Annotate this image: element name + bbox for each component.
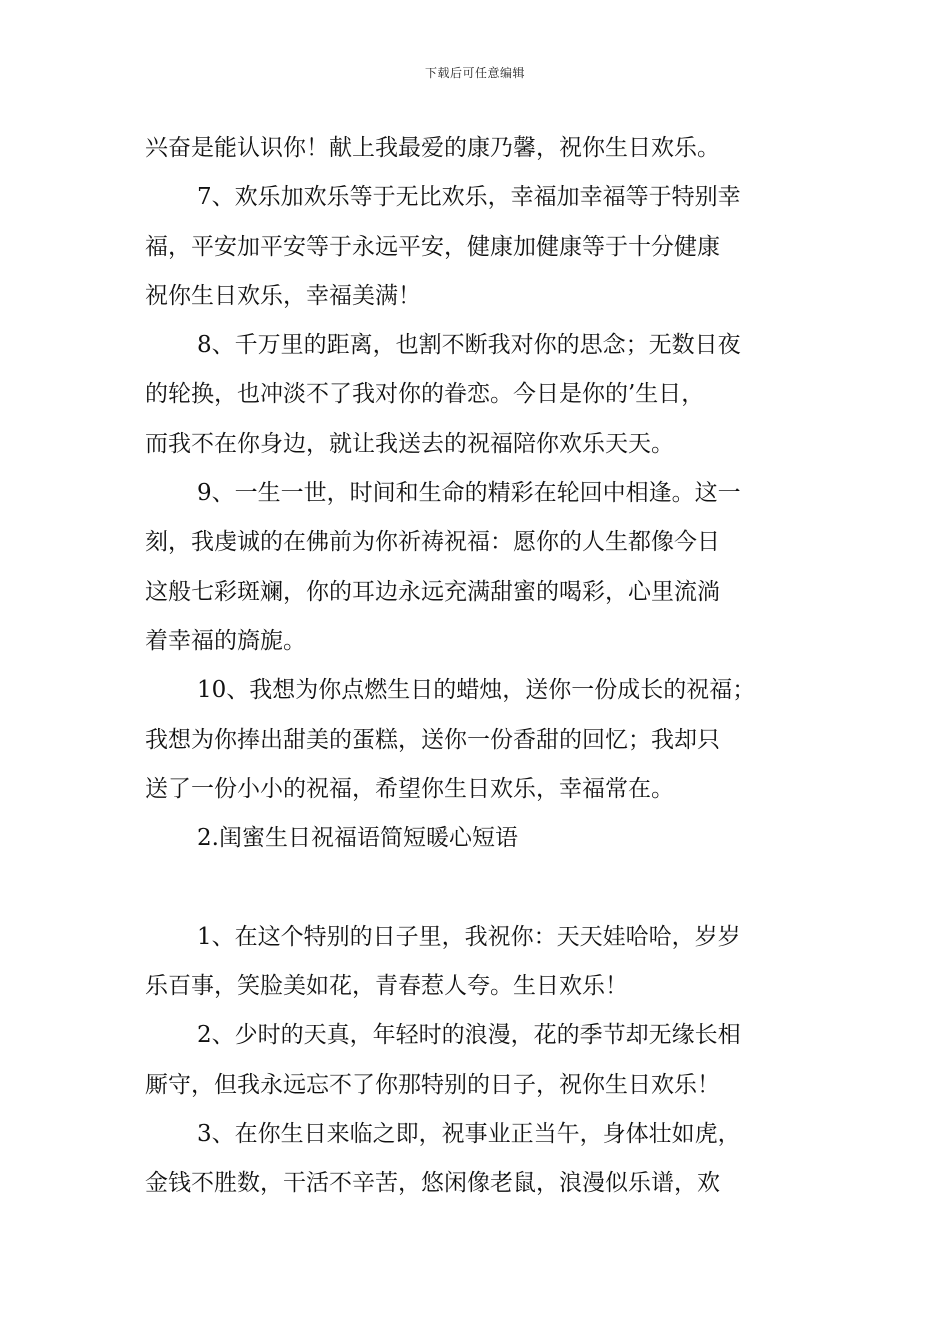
text-line: 金钱不胜数，干活不辛苦，悠闲像老鼠，浪漫似乐谱，欢	[145, 1170, 720, 1197]
paragraph-item-8: 8、千万里的距离，也割不断我对你的思念；无数日夜	[197, 332, 741, 359]
paragraph-item-9: 9、一生一世，时间和生命的精彩在轮回中相逢。这一	[197, 480, 741, 507]
text-line: 的轮换，也冲淡不了我对你的眷恋。今日是你的’生日，	[145, 381, 705, 408]
page-header-note: 下载后可任意编辑	[424, 66, 525, 80]
paragraph-item-1: 1、在这个特别的日子里，我祝你：天天娃哈哈，岁岁	[197, 923, 741, 950]
paragraph-item-2: 2、少时的天真，年轻时的浪漫，花的季节却无缘长相	[197, 1022, 741, 1049]
paragraph-item-7: 7、欢乐加欢乐等于无比欢乐，幸福加幸福等于特别幸	[197, 184, 741, 211]
section-spacer	[145, 863, 825, 912]
section-heading: 2.闺蜜生日祝福语简短暖心短语	[197, 825, 518, 852]
text-line: 我想为你捧出甜美的蛋糕，送你一份香甜的回忆；我却只	[145, 726, 720, 753]
text-line: 送了一份小小的祝福，希望你生日欢乐，幸福常在。	[145, 775, 674, 802]
document-body	[145, 124, 825, 1209]
text-line: 而我不在你身边，就让我送去的祝福陪你欢乐天天。	[145, 430, 674, 457]
text-line: 刻，我虔诚的在佛前为你祈祷祝福：愿你的人生都像今日	[145, 529, 720, 556]
text-line: 乐百事，笑脸美如花，青春惹人夸。生日欢乐！	[145, 973, 628, 1000]
text-line: 福，平安加平安等于永远平安，健康加健康等于十分健康	[145, 233, 720, 260]
text-line: 兴奋是能认识你！献上我最爱的康乃馨，祝你生日欢乐。	[145, 135, 720, 161]
text-line: 这般七彩斑斓，你的耳边永远充满甜蜜的喝彩，心里流淌	[145, 578, 720, 605]
text-line: 着幸福的旖旎。	[145, 627, 306, 654]
text-line: 祝你生日欢乐，幸福美满！	[145, 282, 421, 309]
paragraph-item-10: 10、我想为你点燃生日的蜡烛，送你一份成长的祝福；	[197, 677, 756, 704]
text-line: 厮守，但我永远忘不了你那特别的日子，祝你生日欢乐！	[145, 1071, 720, 1098]
paragraph-item-3: 3、在你生日来临之即，祝事业正当午，身体壮如虎，	[197, 1120, 741, 1147]
